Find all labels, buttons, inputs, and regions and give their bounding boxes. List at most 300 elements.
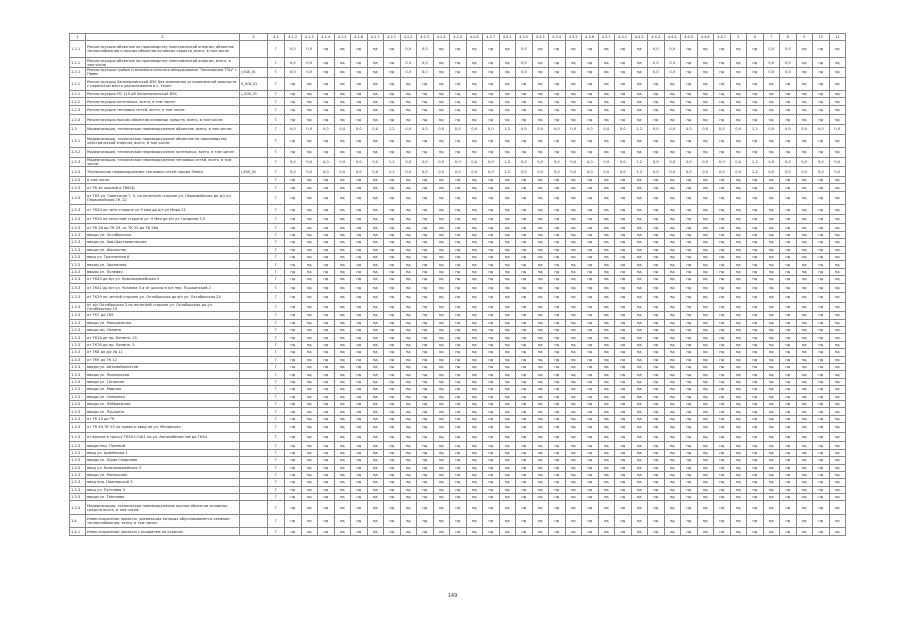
value-cell: нд — [697, 239, 714, 246]
value-cell: нд — [813, 293, 830, 303]
value-cell: нд — [780, 408, 797, 415]
value-cell: нд — [318, 91, 335, 98]
value-cell: нд — [417, 98, 434, 105]
unit-code: Г — [268, 386, 285, 393]
value-cell: нд — [664, 98, 681, 105]
value-cell: нд — [648, 334, 665, 341]
value-cell: нд — [367, 378, 384, 385]
value-cell: нд — [796, 214, 813, 224]
value-cell: нд — [417, 239, 434, 246]
project-name: от ТК9 ул. Советская 7, 5, по нечетной стороне ул. Первомайская до д/з ул. Первомайская 29, 22 — [86, 191, 240, 205]
value-cell: нд — [813, 528, 830, 535]
value-cell: нд — [813, 91, 830, 98]
value-cell: нд — [730, 457, 747, 464]
value-cell: нд — [450, 442, 467, 449]
value-cell: нд — [697, 98, 714, 105]
value-cell: нд — [565, 432, 582, 442]
table-row — [70, 293, 846, 303]
value-cell: нд — [714, 283, 731, 293]
value-cell: нд — [499, 41, 516, 58]
value-cell: нд — [285, 98, 302, 105]
value-cell: нд — [664, 393, 681, 400]
value-cell: нд — [714, 191, 731, 205]
value-cell: нд — [780, 105, 797, 115]
value-cell: нд — [532, 432, 549, 442]
value-cell: нд — [334, 341, 351, 348]
value-cell: нд — [598, 58, 615, 68]
value-cell: нд — [433, 349, 450, 356]
row-number: 1.3.3 — [70, 239, 86, 246]
value-cell: нд — [615, 239, 632, 246]
value-cell: нд — [433, 214, 450, 224]
value-cell: нд — [400, 356, 417, 363]
value-cell: нд — [615, 261, 632, 268]
value-cell: нд — [549, 386, 566, 393]
value-cell: нд — [466, 105, 483, 115]
value-cell: нд — [582, 386, 599, 393]
column-header: 4.2.6 — [466, 34, 483, 41]
value-cell: нд — [796, 302, 813, 312]
value-cell: нд — [301, 261, 318, 268]
value-cell: нд — [483, 276, 500, 283]
value-cell: нд — [499, 341, 516, 348]
value-cell: нд — [631, 327, 648, 334]
value-cell: нд — [780, 98, 797, 105]
value-cell: нд — [763, 486, 780, 493]
value-cell: нд — [532, 423, 549, 433]
value-cell: нд — [631, 393, 648, 400]
value-cell: нд — [532, 276, 549, 283]
value-cell: нд — [367, 471, 384, 478]
value-cell: нд — [598, 268, 615, 275]
value-cell: нд — [384, 400, 401, 407]
value-cell: нд — [417, 442, 434, 449]
value-cell: нд — [301, 214, 318, 224]
value-cell: нд — [433, 415, 450, 422]
value-cell: нд — [400, 400, 417, 407]
value-cell: нд — [549, 77, 566, 91]
value-cell: 0,0 — [433, 167, 450, 177]
value-cell: нд — [747, 91, 764, 98]
value-cell: нд — [681, 364, 698, 371]
value-cell: нд — [648, 115, 665, 125]
value-cell: нд — [681, 41, 698, 58]
value-cell: нд — [664, 356, 681, 363]
value-cell: 0,0 — [334, 157, 351, 167]
value-cell: нд — [730, 302, 747, 312]
value-cell: нд — [318, 327, 335, 334]
value-cell: нд — [367, 371, 384, 378]
value-cell: 0,0 — [334, 167, 351, 177]
value-cell: нд — [796, 231, 813, 238]
project-name: от ТК9 до ТК 12 — [86, 356, 240, 363]
value-cell: нд — [450, 349, 467, 356]
value-cell: нд — [697, 378, 714, 385]
unit-code: Г — [268, 341, 285, 348]
value-cell: 0,0 — [318, 157, 335, 167]
column-header: 6 — [747, 34, 764, 41]
value-cell: 0,0 — [730, 157, 747, 167]
value-cell: нд — [285, 214, 302, 224]
value-cell: нд — [516, 423, 533, 433]
unit-code: Г — [268, 205, 285, 215]
project-code — [240, 400, 268, 407]
value-cell: нд — [400, 471, 417, 478]
value-cell: нд — [450, 191, 467, 205]
value-cell: нд — [400, 239, 417, 246]
value-cell: нд — [697, 356, 714, 363]
value-cell: нд — [499, 246, 516, 253]
value-cell: нд — [516, 319, 533, 326]
value-cell: нд — [615, 423, 632, 433]
value-cell: нд — [532, 442, 549, 449]
value-cell: нд — [384, 501, 401, 515]
value-cell: нд — [730, 464, 747, 471]
unit-code: Г — [268, 148, 285, 158]
value-cell: нд — [516, 302, 533, 312]
value-cell: нд — [367, 415, 384, 422]
value-cell: нд — [747, 98, 764, 105]
value-cell: нд — [318, 184, 335, 191]
value-cell: нд — [334, 400, 351, 407]
value-cell: нд — [433, 400, 450, 407]
value-cell: нд — [829, 371, 846, 378]
value-cell: нд — [714, 486, 731, 493]
value-cell: нд — [714, 246, 731, 253]
value-cell: нд — [648, 77, 665, 91]
value-cell: нд — [615, 41, 632, 58]
value-cell: 0,0 — [763, 125, 780, 135]
value-cell: нд — [450, 371, 467, 378]
value-cell: нд — [334, 302, 351, 312]
value-cell: 0,0 — [516, 157, 533, 167]
value-cell: нд — [598, 528, 615, 535]
value-cell: нд — [417, 501, 434, 515]
value-cell: нд — [334, 327, 351, 334]
value-cell: нд — [681, 276, 698, 283]
value-cell: нд — [730, 528, 747, 535]
value-cell: нд — [433, 77, 450, 91]
value-cell: нд — [565, 349, 582, 356]
value-cell: 1,2 — [384, 125, 401, 135]
value-cell: нд — [417, 231, 434, 238]
value-cell: нд — [483, 479, 500, 486]
project-name: в том числе — [86, 176, 240, 183]
value-cell: нд — [648, 464, 665, 471]
value-cell: нд — [796, 224, 813, 231]
value-cell: нд — [351, 239, 368, 246]
value-cell: нд — [829, 105, 846, 115]
value-cell: нд — [450, 415, 467, 422]
value-cell: нд — [499, 67, 516, 77]
value-cell: нд — [598, 514, 615, 528]
value-cell: нд — [532, 312, 549, 319]
value-cell: нд — [301, 432, 318, 442]
value-cell: нд — [384, 134, 401, 148]
value-cell: нд — [681, 471, 698, 478]
value-cell: нд — [433, 486, 450, 493]
project-name: ввод ул. Пугачева 3 — [86, 486, 240, 493]
value-cell: нд — [697, 464, 714, 471]
value-cell: нд — [516, 91, 533, 98]
row-number: 1.3.3 — [70, 302, 86, 312]
value-cell: нд — [697, 268, 714, 275]
value-cell: нд — [516, 364, 533, 371]
value-cell: нд — [747, 312, 764, 319]
value-cell: нд — [450, 148, 467, 158]
value-cell: нд — [763, 312, 780, 319]
value-cell: нд — [681, 501, 698, 515]
value-cell: 1,2 — [631, 157, 648, 167]
value-cell: 1,2 — [499, 167, 516, 177]
value-cell: нд — [714, 67, 731, 77]
value-cell: нд — [598, 293, 615, 303]
value-cell: нд — [763, 283, 780, 293]
value-cell: нд — [499, 261, 516, 268]
value-cell: нд — [780, 479, 797, 486]
value-cell: нд — [730, 148, 747, 158]
value-cell: нд — [367, 494, 384, 501]
value-cell: нд — [565, 494, 582, 501]
value-cell: нд — [615, 184, 632, 191]
row-number: 1.3.3 — [70, 408, 86, 415]
value-cell: нд — [384, 293, 401, 303]
value-cell: нд — [582, 276, 599, 283]
table-row — [70, 349, 846, 356]
value-cell: нд — [285, 231, 302, 238]
value-cell: нд — [615, 457, 632, 464]
column-header: 9 — [796, 34, 813, 41]
value-cell: нд — [714, 239, 731, 246]
value-cell: нд — [367, 349, 384, 356]
value-cell: нд — [301, 442, 318, 449]
value-cell: нд — [697, 67, 714, 77]
row-number: 1.2.1 — [70, 91, 86, 98]
value-cell: нд — [796, 148, 813, 158]
value-cell: нд — [829, 239, 846, 246]
value-cell: 1,2 — [499, 157, 516, 167]
value-cell: нд — [730, 239, 747, 246]
unit-code: Г — [268, 224, 285, 231]
value-cell: нд — [813, 176, 830, 183]
value-cell: нд — [334, 464, 351, 471]
value-cell: 0,0 — [664, 125, 681, 135]
value-cell: нд — [730, 134, 747, 148]
value-cell: 0,0 — [780, 41, 797, 58]
value-cell: нд — [334, 134, 351, 148]
value-cell: нд — [780, 378, 797, 385]
value-cell: 0,0 — [417, 125, 434, 135]
value-cell: нд — [334, 494, 351, 501]
value-cell: нд — [780, 423, 797, 433]
value-cell: нд — [499, 91, 516, 98]
value-cell: нд — [664, 283, 681, 293]
unit-code: Г — [268, 98, 285, 105]
value-cell: нд — [351, 349, 368, 356]
value-cell: нд — [813, 494, 830, 501]
project-name: вводы ул. Северная — [86, 393, 240, 400]
value-cell: нд — [780, 283, 797, 293]
value-cell: нд — [714, 312, 731, 319]
value-cell: нд — [433, 378, 450, 385]
value-cell: нд — [516, 205, 533, 215]
value-cell: 0,0 — [285, 41, 302, 58]
value-cell: нд — [516, 246, 533, 253]
value-cell: нд — [829, 486, 846, 493]
value-cell: нд — [582, 471, 599, 478]
project-code: H_KGK_02 — [240, 77, 268, 91]
value-cell: нд — [400, 486, 417, 493]
value-cell: нд — [747, 356, 764, 363]
value-cell: нд — [351, 327, 368, 334]
value-cell: 0,0 — [763, 157, 780, 167]
value-cell: нд — [747, 115, 764, 125]
value-cell: нд — [285, 77, 302, 91]
value-cell: нд — [697, 91, 714, 98]
value-cell: нд — [499, 239, 516, 246]
value-cell: нд — [681, 356, 698, 363]
value-cell: нд — [565, 464, 582, 471]
value-cell: нд — [417, 449, 434, 456]
value-cell: нд — [631, 58, 648, 68]
value-cell: 0,0 — [549, 167, 566, 177]
value-cell: нд — [565, 276, 582, 283]
value-cell: 0,0 — [301, 41, 318, 58]
value-cell: нд — [367, 423, 384, 433]
value-cell: 0,0 — [796, 125, 813, 135]
value-cell: 0,0 — [730, 167, 747, 177]
value-cell: нд — [417, 341, 434, 348]
value-cell: нд — [466, 91, 483, 98]
value-cell: нд — [813, 479, 830, 486]
value-cell: нд — [367, 528, 384, 535]
project-name: вводы ул. Гагарина — [86, 378, 240, 385]
value-cell: нд — [301, 302, 318, 312]
unit-code: Г — [268, 528, 285, 535]
value-cell: 0,0 — [318, 125, 335, 135]
value-cell: нд — [631, 371, 648, 378]
project-code — [240, 327, 268, 334]
value-cell: нд — [499, 231, 516, 238]
value-cell: нд — [598, 224, 615, 231]
value-cell: нд — [384, 115, 401, 125]
value-cell: нд — [796, 479, 813, 486]
value-cell: 0,0 — [730, 125, 747, 135]
value-cell: нд — [763, 408, 780, 415]
value-cell: нд — [516, 432, 533, 442]
value-cell: нд — [681, 393, 698, 400]
value-cell: нд — [747, 408, 764, 415]
value-cell: нд — [351, 283, 368, 293]
value-cell: нд — [384, 378, 401, 385]
value-cell: 0,0 — [285, 58, 302, 68]
value-cell: нд — [516, 471, 533, 478]
value-cell: нд — [318, 486, 335, 493]
unit-code: Г — [268, 514, 285, 528]
value-cell: нд — [615, 408, 632, 415]
value-cell: нд — [780, 293, 797, 303]
project-name: от ТК20 по нечетной стороне ул. 9 Мая до в/з ул Гагарина 3,5 — [86, 214, 240, 224]
value-cell: нд — [334, 408, 351, 415]
value-cell: нд — [681, 341, 698, 348]
value-cell: 0,0 — [417, 58, 434, 68]
value-cell: нд — [598, 327, 615, 334]
value-cell: нд — [483, 528, 500, 535]
value-cell: нд — [813, 98, 830, 105]
table-row — [70, 494, 846, 501]
value-cell: нд — [697, 400, 714, 407]
unit-code: Г — [268, 302, 285, 312]
value-cell: нд — [829, 253, 846, 260]
value-cell: нд — [796, 457, 813, 464]
row-number: 1.3.3 — [70, 157, 86, 167]
unit-code: Г — [268, 115, 285, 125]
value-cell: нд — [499, 268, 516, 275]
value-cell: нд — [450, 494, 467, 501]
value-cell: нд — [796, 494, 813, 501]
value-cell: нд — [417, 349, 434, 356]
value-cell: 0,0 — [598, 157, 615, 167]
table-row — [70, 371, 846, 378]
value-cell: нд — [615, 371, 632, 378]
value-cell: нд — [747, 134, 764, 148]
table-header-row — [70, 34, 846, 41]
value-cell: нд — [780, 341, 797, 348]
value-cell: нд — [763, 98, 780, 105]
unit-code: Г — [268, 319, 285, 326]
value-cell: нд — [780, 214, 797, 224]
value-cell: нд — [318, 98, 335, 105]
value-cell: нд — [450, 408, 467, 415]
table-row — [70, 393, 846, 400]
value-cell: нд — [466, 283, 483, 293]
value-cell: нд — [796, 464, 813, 471]
value-cell: нд — [796, 356, 813, 363]
unit-code: Г — [268, 214, 285, 224]
value-cell: нд — [747, 486, 764, 493]
value-cell: нд — [433, 432, 450, 442]
value-cell: нд — [483, 514, 500, 528]
value-cell: нд — [582, 246, 599, 253]
value-cell: нд — [351, 471, 368, 478]
column-header: 4.1.5 — [334, 34, 351, 41]
value-cell: нд — [367, 176, 384, 183]
value-cell: нд — [466, 67, 483, 77]
project-code — [240, 514, 268, 528]
value-cell: нд — [318, 191, 335, 205]
value-cell: нд — [631, 239, 648, 246]
project-code — [240, 302, 268, 312]
value-cell: нд — [384, 514, 401, 528]
value-cell: нд — [829, 205, 846, 215]
value-cell: нд — [747, 148, 764, 158]
value-cell: нд — [681, 105, 698, 115]
row-number: 1.3.3 — [70, 356, 86, 363]
value-cell: нд — [417, 432, 434, 442]
value-cell: нд — [433, 442, 450, 449]
value-cell: нд — [582, 494, 599, 501]
value-cell: нд — [400, 423, 417, 433]
value-cell: нд — [615, 432, 632, 442]
value-cell: 0,0 — [417, 157, 434, 167]
value-cell: нд — [747, 231, 764, 238]
value-cell: нд — [532, 349, 549, 356]
value-cell: нд — [318, 457, 335, 464]
value-cell: нд — [367, 302, 384, 312]
value-cell: нд — [367, 312, 384, 319]
value-cell: нд — [780, 501, 797, 515]
row-number: 1.3.2 — [70, 148, 86, 158]
